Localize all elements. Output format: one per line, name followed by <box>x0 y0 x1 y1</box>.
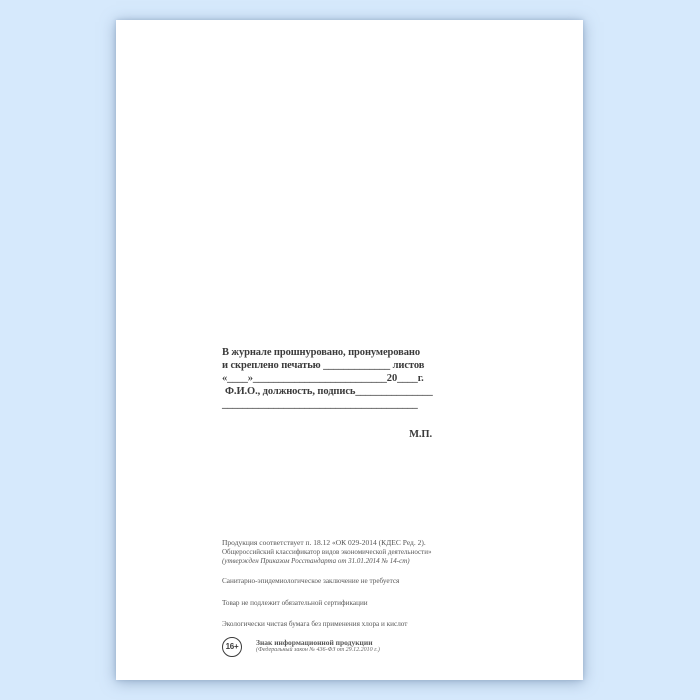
certification-note: Товар не подлежит обязательной сертификации <box>222 598 368 607</box>
info-product-sign <box>222 637 462 657</box>
sanitary-note: Санитарно-эпидемиологическое заключение не требуется <box>222 576 400 585</box>
stitch-line-3-date: «____»__________________________20____г. <box>222 373 424 384</box>
info-sign-text <box>256 639 380 655</box>
footer-notes-block <box>222 538 462 657</box>
stitch-line-4-signature: Ф.И.О., должность, подпись_______________ <box>225 386 433 397</box>
compliance-line-3: (утвержден Приказом Росстандарта от 31.01.2014 № 14-ст) <box>222 556 410 565</box>
age-badge-label: 16+ <box>225 642 239 651</box>
stitch-line-1: В журнале прошнуровано, пронумеровано <box>222 347 420 358</box>
compliance-line-1: Продукция соответствует п. 18.12 «ОК 029-2014 (КДЕС Ред. 2). <box>222 538 426 547</box>
eco-paper-note: Экологически чистая бумага без применения хлора и кислот <box>222 619 408 628</box>
document-page <box>116 20 583 680</box>
stamp-place-abbr: М.П. <box>409 429 432 440</box>
info-sign-title: Знак информационной продукции <box>256 637 373 647</box>
stitch-certification-block <box>222 346 438 441</box>
stitch-line-2: и скреплено печатью _____________ листов <box>222 360 425 371</box>
compliance-line-2: Общероссийский классификатор видов экономической деятельности» <box>222 547 432 556</box>
age-16-badge-icon <box>222 637 242 657</box>
stitch-line-5-blank: ______________________________________ <box>222 399 418 410</box>
info-sign-law: (Федеральный закон № 436-ФЗ от 29.12.2010 г.) <box>256 647 380 653</box>
